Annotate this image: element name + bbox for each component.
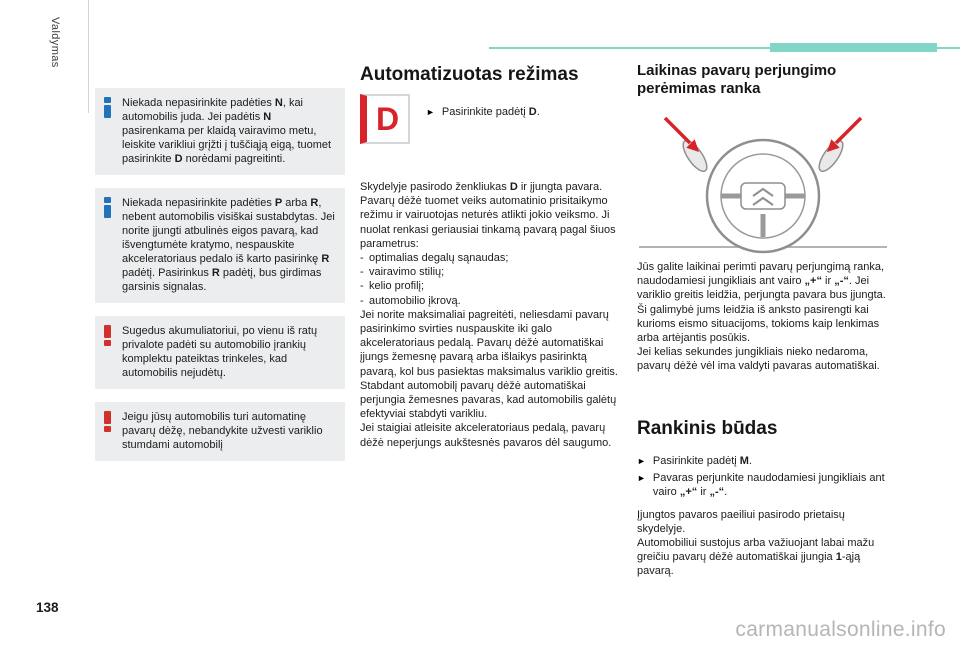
section-label: Valdymas [49,17,61,68]
note-box-n-position [95,88,345,175]
icon-dot [104,197,111,203]
instruction-step [637,454,889,468]
dash-marker: - [360,252,364,265]
paragraph: Jei staigiai atleisite akceleratoriaus pedalą, pavarų dėžė neperjungs aukštesnės pavaros dėl saugumo. [360,422,612,449]
header-accent-block [770,43,937,52]
icon-stem [104,411,111,424]
notes-column [95,88,345,461]
automatic-mode-section [360,64,623,450]
paragraph: Jei kelias sekundes jungikliais nieko nedaroma, pavarų dėžė vėl ima valdyti pavaras automatiškai. [637,346,880,373]
step-text: Pasirinkite padėtį M. [652,454,752,467]
note-box-push-start [95,402,345,461]
icon-stem [104,205,111,218]
list-item-text: vairavimo stilių; [369,266,445,279]
instruction-step [426,105,540,119]
paragraph: Pavarų dėžė tuomet veiks automatinio prisitaikymo režimu ir vairuotojas neturės atlikti jokio veiksmo. Ji nuolat renkasi geriausiai tinkamą pavarą pagal šiuos parametrus: [360,195,616,250]
paragraph: Automobiliui sustojus arba važiuojant labai mažu greičiu pavarų dėžė automatiškai įjungia 1-ąją pavarą. [637,537,875,578]
watermark: carmanualsonline.info [735,618,946,641]
list-item [360,265,623,279]
info-icon [104,197,111,219]
list-item-text: kelio profilį; [369,280,425,293]
dash-marker: - [360,280,364,293]
steering-wheel-figure [637,104,889,256]
note-text: Niekada nepasirinkite padėties P arba R, nebent automobilis visiškai sustabdytas. Jei norite įjungti atbulinės eigos pavarą, kad išvengtumėte kratymo, nespauskite akceleratoriaus pedalo iš karto pasirinkę R padėtį. Pasirinkus R padėtį, bus girdimas garsinis signalas. [122,197,335,293]
automatic-mode-body [360,180,623,450]
note-text: Jeigu jūsų automobilis turi automatinę pavarų dėžę, nebandykite užvesti variklio stumdami automobilį [122,411,323,451]
gear-position-d-icon [360,94,410,144]
dash-marker: - [360,266,364,279]
list-item-text: optimalias degalų sąnaudas; [369,252,509,265]
list-item-text: automobilio įkrovą. [369,294,461,307]
instruction-step [637,471,889,499]
list-item [360,294,623,308]
paddle-arrow-right [827,118,861,152]
icon-dot [104,97,111,103]
steering-wheel [707,140,819,252]
icon-stem [104,325,111,338]
manual-mode-body [637,508,889,579]
icon-stem [104,105,111,118]
note-box-battery-failure [95,316,345,389]
gear-letter: D [375,101,400,137]
manual-override-section [637,62,889,579]
subsection-heading: Laikinas pavarų perjungimo perėmimas ranka [637,62,837,97]
dash-marker: - [360,294,364,307]
paragraph: Ši galimybė jums leidžia iš anksto pasirengti kai kurioms eismo situacijoms, tokioms kaip lenkimas arba artėjantis posūkis. [637,303,880,345]
manual-mode-heading: Rankinis būdas [637,417,778,439]
warning-icon [104,411,111,433]
manual-override-body [637,260,889,374]
icon-dot [104,426,111,432]
section-rule [88,0,89,113]
paragraph: Stabdant automobilį pavarų dėžė automatiškai perjungia žemesnes pavaras, kad automobilis galėtų efektyviai stabdyti varikliu. [360,379,617,421]
step-text: Pasirinkite padėtį D. [441,106,540,118]
paragraph: Skydelyje pasirodo ženkliukas D ir įjungta pavara. [360,181,603,193]
page-number: 138 [36,600,59,615]
list-item [360,251,623,265]
list-item [360,279,623,293]
step-arrow-icon: ► [426,107,435,117]
paragraph: Įjungtos pavaros paeiliui pasirodo prietaisų skydelyje. [637,508,845,535]
paragraph: Jūs galite laikinai perimti pavarų perjungimą ranka, naudodamiesi jungikliais ant vairo „+“ ir „-“. Jei variklio greitis leidžia, perjungta pavara bus įjungta. [637,261,886,302]
note-box-p-r-position [95,188,345,303]
step-arrow-icon: ► [637,455,646,466]
note-text: Sugedus akumuliatoriui, po vienu iš ratų privalote padėti su automobilio įrankių komplektu pateiktas trinkeles, kad automobilis nejudėtų. [122,325,318,379]
note-text: Niekada nepasirinkite padėties N, kai automobilis juda. Jei padėtis N pasirenkama per klaidą vairavimo metu, leiskite varikliui grįžti į tuščiąją eigą, tuomet pasirinkite D norėdami pagreitinti. [122,97,332,165]
paragraph: Jei norite maksimaliai pagreitėti, neliesdami pavarų pasirinkimo svirties nuspauskite iki galo akceleratoriaus pedalą. Pavarų dėžė automatiškai įjungs žemesnę pavarą arba išlaikys pasirinktą pavarą, kol bus pasiektas maksimalus variklio greitis. [360,308,618,378]
paddle-arrow-left [665,118,699,152]
warning-icon [104,325,111,347]
steering-wheel-illustration [637,104,889,256]
icon-dot [104,340,111,346]
step-arrow-icon: ► [637,472,646,483]
step-text: Pavaras perjunkite naudodamiesi jungikliais ant vairo „+“ ir „-“. [652,471,885,498]
section-heading: Automatizuotas režimas [360,64,579,85]
manual-mode-steps [637,454,889,499]
gear-d-row [360,94,623,144]
info-icon [104,97,111,119]
